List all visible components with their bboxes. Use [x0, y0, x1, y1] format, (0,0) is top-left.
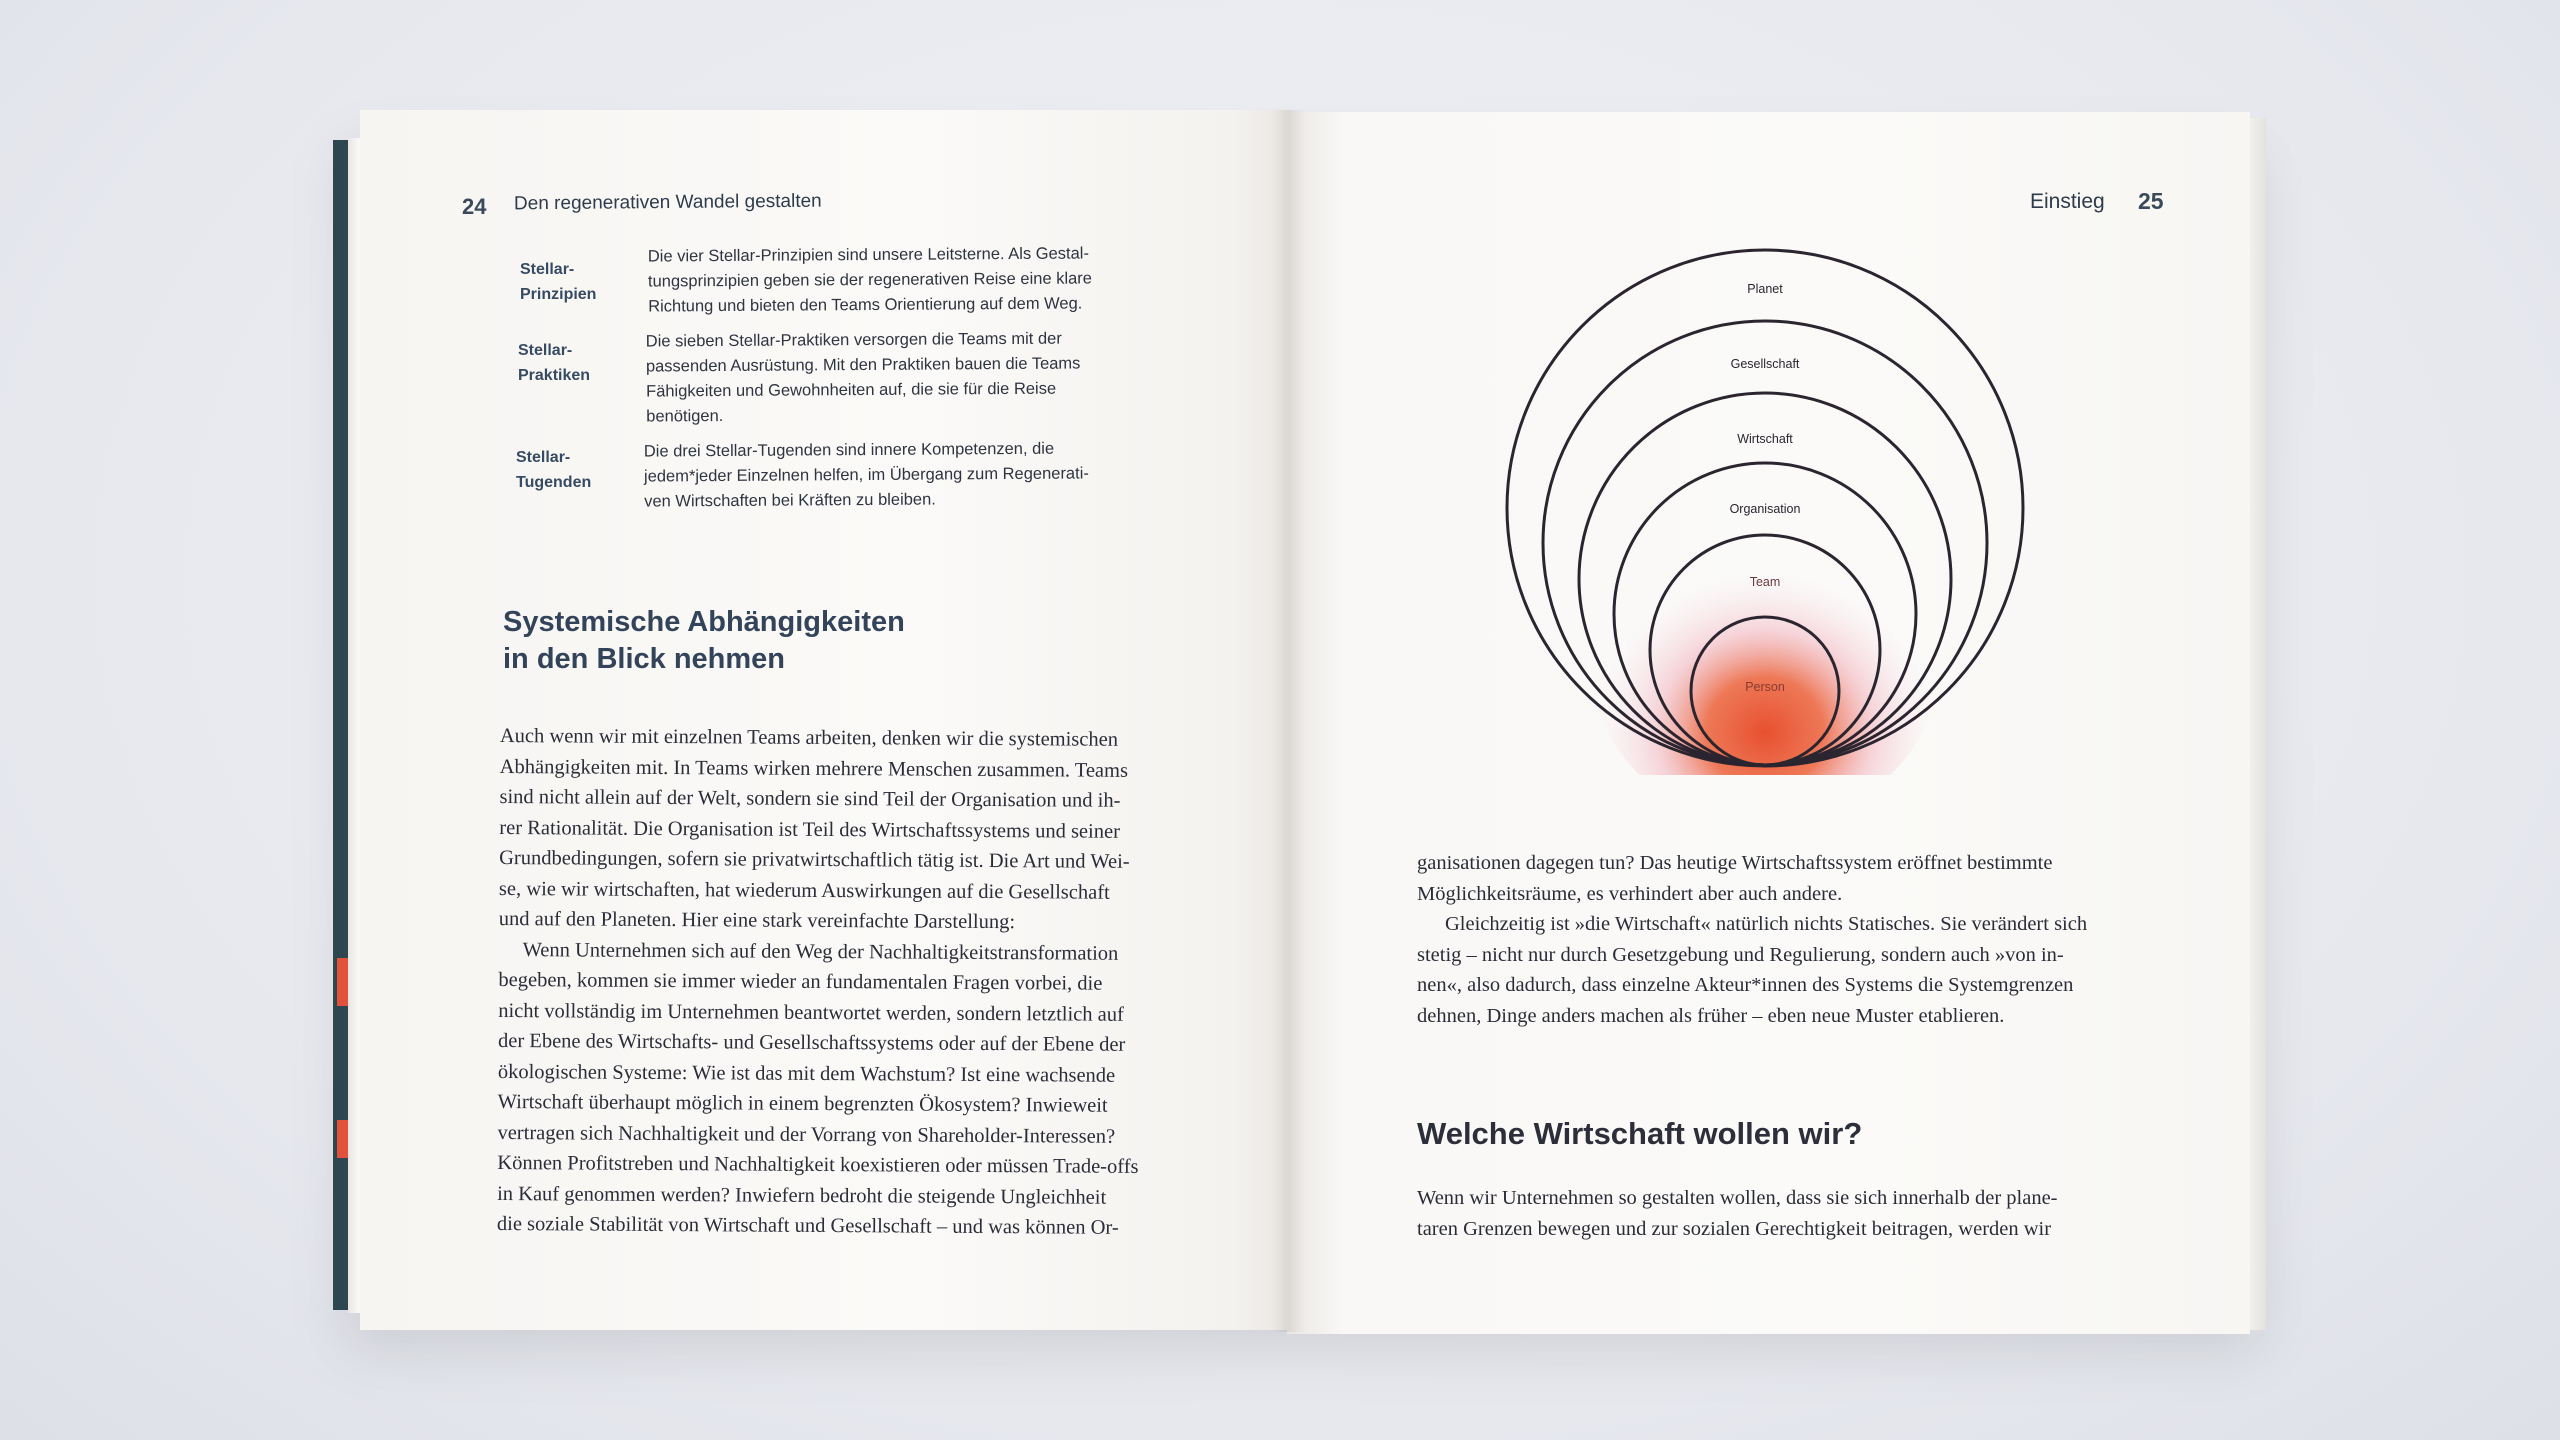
label-person: Person	[1745, 680, 1785, 694]
running-head-left: Den regenerativen Wandel gestalten	[513, 190, 822, 215]
label-planet: Planet	[1747, 282, 1783, 296]
page-number-right: 25	[2138, 188, 2164, 214]
body-text-left: Auch wenn wir mit einzelnen Teams arbeiten, denken wir die systemischen Abhängigkeiten mit. In Teams wirken mehrere Menschen zusammen. Teams sind nicht allein auf der Welt, sondern sie sind Teil der Organisation und ih- rer Rationalität. Die Organisation ist Teil des Wirtschaftssystems und seiner Grundbedingungen, sofern sie privatwirtschaftlich tätig ist. Die Art und Wei- se, wie wir wirtschaften, hat wiederum Auswirkungen auf die Gesellschaft und auf den Planeten. Hier eine stark vereinfachte Darstellung: Wenn Unternehmen sich auf den Weg der Nachhaltigkeitstransformation begeben, kommen sie immer wieder an fundamentalen Fragen vorbei, die nicht vollständig im Unternehmen beantwortet werden, sondern letztlich auf der Ebene des Wirtschafts- und Gesellschaftssystems oder auf der Ebene der ökologischen Systeme: Wie ist das mit dem Wachstum? Ist eine wachsende Wirtschaft überhaupt möglich in einem begrenzten Ökosystem? Inwieweit vertragen sich Nachhaltigkeit und der Vorrang von Shareholder-Interessen? Können Profitstreben und Nachhaltigkeit koexistieren oder müssen Trade-offs in Kauf genommen werden? Inwiefern bedroht die steigende Ungleichheit die soziale Stabilität von Wirtschaft und Gesellschaft – und was können Or-	[496, 724, 1139, 1239]
label-gesellschaft: Gesellschaft	[1730, 357, 1800, 371]
definition-text: Die drei Stellar-Tugenden sind innere Kompetenzen, die jedem*jeder Einzelnen helfen, im Übergang zum Regenerati- ven Wirtschaften bei Kräften zu bleiben.	[643, 439, 1089, 511]
page-number-left: 24	[462, 194, 487, 219]
running-head-right: Einstieg	[2030, 190, 2105, 213]
body-text-right: ganisationen dagegen tun? Das heutige Wirtschaftssystem eröffnet bestimmte Möglichkeitsräume, es verhindert aber auch andere. Gleichzeitig ist »die Wirtschaft« natürlich nichts Statisches. Sie verändert sich stetig – nicht nur durch Gesetzgebung und Regulierung, sondern auch »von in- nen«, also dadurch, dass einzelne Akteur*innen des Systems die Systemgrenzen dehnen, Dinge anders machen als früher – eben neue Muster etablieren.	[1417, 852, 2088, 1027]
page-edges-right	[2250, 118, 2266, 1330]
label-organisation: Organisation	[1729, 502, 1801, 516]
book-gutter	[1272, 110, 1306, 1332]
page-edges-left	[348, 138, 360, 1313]
definition-text: Die sieben Stellar-Praktiken versorgen die Teams mit der passenden Ausrüstung. Mit den Praktiken bauen die Teams Fähigkeiten und Gewohnheiten auf, die sie für die Reise benötigen.	[645, 329, 1081, 426]
label-team: Team	[1749, 575, 1781, 589]
section-heading-right: Welche Wirtschaft wollen wir?	[1417, 1116, 1863, 1151]
definition-text: Die vier Stellar-Prinzipien sind unsere Leitsterne. Als Gestal- tungsprinzipien geben sie der regenerativen Reise eine klare Richtung und bieten den Teams Orientierung auf dem Weg.	[647, 244, 1093, 316]
definition-term: Stellar- Prinzipien	[520, 261, 597, 303]
highlight-glow	[1590, 495, 1940, 775]
definition-term: Stellar- Praktiken	[518, 342, 591, 384]
body-text-right-2: Wenn wir Unternehmen so gestalten wollen, dass sie sich innerhalb der plane- taren Grenzen bewegen und zur sozialen Gerechtigkeit beitragen, werden wir	[1417, 1187, 2058, 1240]
nested-circles-diagram	[1500, 245, 2030, 775]
definition-term: Stellar- Tugenden	[516, 449, 592, 491]
label-wirtschaft: Wirtschaft	[1737, 432, 1793, 446]
section-heading: Systemische Abhängigkeiten in den Blick nehmen	[503, 606, 905, 675]
